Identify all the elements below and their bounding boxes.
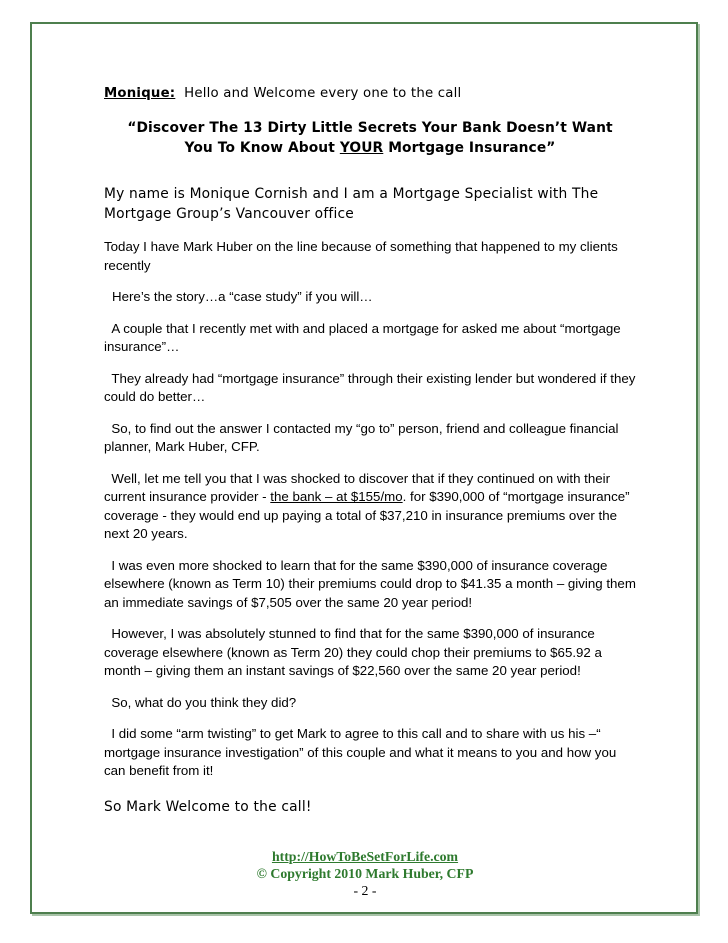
paragraph-couple — [104, 320, 636, 357]
page-number: - 2 - — [353, 883, 377, 898]
paragraph-arm-twisting — [104, 725, 636, 781]
paragraph-shocked — [104, 470, 636, 544]
paragraph-term20 — [104, 625, 636, 681]
paragraph-clients: Today I have Mark Huber on the line because of something that happened to my clients recently — [104, 239, 618, 273]
paragraph-question-text: So, what do you think they did? — [111, 694, 297, 710]
paragraph-shocked-after: . for $390,000 of “mortgage insurance” coverage - they would end up paying a total of $37,210 in insurance premiums over the next 20 years. — [104, 489, 630, 541]
intro-paragraph: My name is Monique Cornish and I am a Mortgage Specialist with The Mortgage Group’s Vancouver office — [104, 186, 599, 222]
headline-line-2-after: Mortgage Insurance” — [383, 140, 556, 156]
headline — [104, 118, 636, 158]
headline-line-2 — [104, 138, 636, 158]
paragraph-term20-text: However, I was absolutely stunned to find that for the same $390,000 of insurance coverage elsewhere (known as Term 20) they could chop their premiums to $65.92 a month – giving them an instant savings of $22,560 over the same 20 year period! — [104, 626, 602, 678]
paragraph-shocked-underlined: the bank – at $155/mo — [270, 489, 403, 504]
headline-emphasis: YOUR — [339, 140, 384, 156]
paragraph-couple-text: A couple that I recently met with and placed a mortgage for asked me about “mortgage insurance”… — [104, 320, 621, 354]
paragraph-term10-text: I was even more shocked to learn that for the same $390,000 of insurance coverage elsewhere (known as Term 10) their premiums could drop to $41.35 a month – giving them an immediate savings of $7,505 over the same 20 year period! — [104, 557, 636, 610]
speaker-label: Monique: — [104, 86, 176, 101]
paragraph-story: Here’s the story…a “case study” if you will… — [112, 289, 373, 304]
paragraph-term10 — [104, 557, 636, 613]
footer-copyright: © Copyright 2010 Mark Huber, CFP — [256, 866, 474, 881]
paragraph-answer — [104, 420, 636, 457]
paragraph-arm-twisting-text: I did some “arm twisting” to get Mark to agree to this call and to share with us his –“ mortgage insurance investigation” of this couple and what it means to you and how you can benefit from it! — [104, 726, 617, 778]
closing-line: So Mark Welcome to the call! — [104, 798, 312, 815]
paragraph-existing-text: They already had “mortgage insurance” through their existing lender but wondered if they could do better… — [104, 370, 636, 404]
headline-line-2-before: You To Know About — [184, 140, 340, 156]
headline-line-1: “Discover The 13 Dirty Little Secrets Your Bank Doesn’t Want — [127, 120, 613, 136]
page-footer — [130, 848, 600, 899]
paragraph-existing — [104, 370, 636, 407]
document-body — [104, 84, 636, 817]
footer-website-link[interactable]: http://HowToBeSetForLife.com — [271, 849, 459, 864]
greeting-line — [104, 84, 636, 104]
paragraph-question — [104, 694, 636, 713]
paragraph-shocked-before: Well, let me tell you that I was shocked to discover that if they continued on with their current insurance provider - — [104, 470, 611, 504]
greeting-text: Hello and Welcome every one to the call — [184, 86, 462, 101]
paragraph-answer-text: So, to find out the answer I contacted my “go to” person, friend and colleague financial planner, Mark Huber, CFP. — [104, 420, 619, 454]
